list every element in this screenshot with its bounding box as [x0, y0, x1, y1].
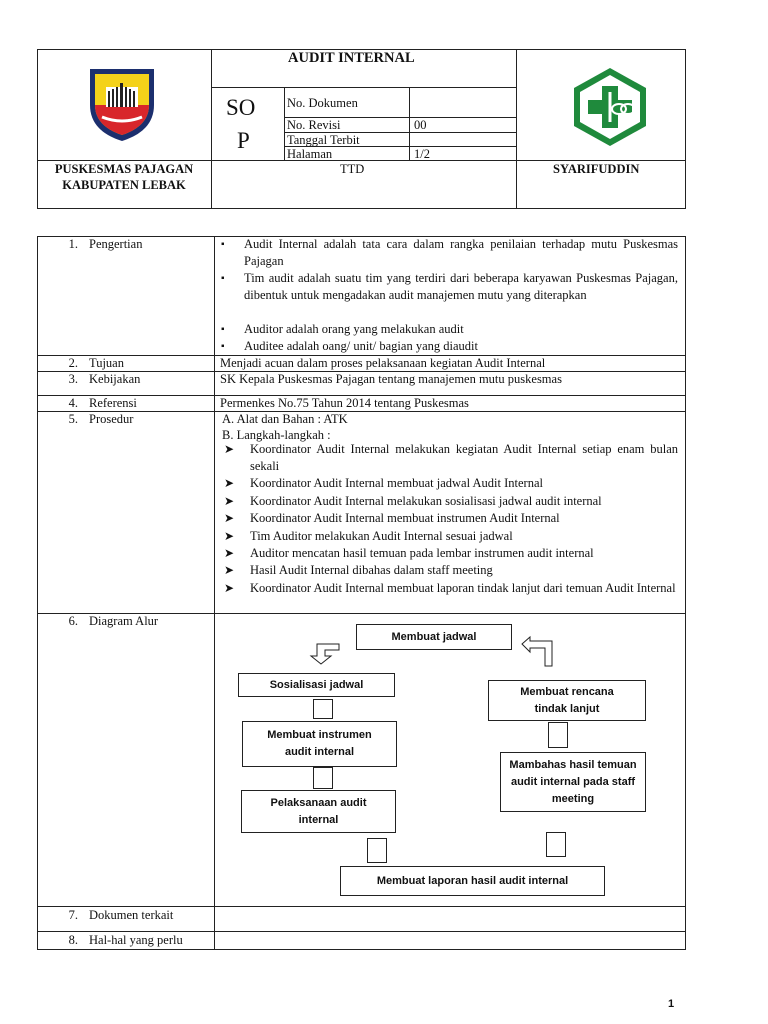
definition-item: Auditee adalah oang/ unit/ bagian yang diaudit [244, 339, 478, 353]
org-name: PUSKESMAS PAJAGAN [54, 162, 194, 176]
arrow-bullet-icon: ➤ [224, 511, 235, 525]
regency-crest-logo [86, 65, 158, 143]
puskesmas-logo [572, 66, 648, 148]
flow-box-pelaksanaan-audit: Pelaksanaan audit internal [241, 790, 396, 833]
arrow-bullet-icon: ➤ [224, 494, 235, 508]
definition-item: Tim audit adalah suatu tim yang terdiri dari beberapa karyawan Puskesmas Pajagan, dibentuk untuk mengadakan audit manajemen mutu yang diterapkan [244, 271, 678, 302]
procedure-step: Auditor mencatan hasil temuan pada lembar instrumen audit internal [250, 546, 594, 560]
arrow-bullet-icon: ➤ [224, 476, 235, 490]
section-label-hal: Hal-hal yang perlu [89, 933, 183, 947]
procedure-step: Hasil Audit Internal dibahas dalam staff meeting [250, 563, 493, 577]
arrow-bullet-icon: ➤ [224, 581, 235, 595]
flow-box-membuat-laporan: Membuat laporan hasil audit internal [340, 866, 605, 896]
flow-connector [313, 767, 333, 789]
ttd-label: TTD [340, 162, 365, 176]
tanggal-terbit-label: Tanggal Terbit [287, 133, 360, 147]
procedure-step: Koordinator Audit Internal membuat laporan tindak lanjut dari temuan Audit Internal [250, 581, 676, 595]
bullet-square-icon: ▪ [221, 341, 225, 352]
procedure-step: Tim Auditor melakukan Audit Internal sesuai jadwal [250, 529, 513, 543]
section-label-pengertian: Pengertian [89, 237, 143, 251]
flow-box-membuat-instrumen: Membuat instrumen audit internal [242, 721, 397, 767]
halaman-label: Halaman [287, 147, 333, 161]
section-number-dokumen: 7. [68, 908, 78, 922]
procedure-step: Koordinator Audit Internal melakukan sosialisasi jadwal audit internal [250, 494, 602, 508]
arrow-bullet-icon: ➤ [224, 442, 235, 456]
prosedur-steps-heading: B. Langkah-langkah : [222, 428, 331, 442]
sop-label-line1: SO [226, 95, 256, 120]
procedure-step: Koordinator Audit Internal membuat instrumen Audit Internal [250, 511, 560, 525]
section-text-kebijakan: SK Kepala Puskesmas Pajagan tentang manajemen mutu puskesmas [220, 372, 562, 386]
signer-name: SYARIFUDDIN [553, 162, 640, 176]
section-number-prosedur: 5. [68, 412, 78, 426]
flow-connector [367, 838, 387, 863]
bent-arrow-down-icon [303, 642, 343, 666]
definition-item: Auditor adalah orang yang melakukan audit [244, 322, 464, 336]
bullet-square-icon: ▪ [221, 273, 225, 284]
definition-item: Audit Internal adalah tata cara dalam rangka penilaian terhadap mutu Puskesmas Pajagan [244, 237, 678, 268]
section-label-diagram: Diagram Alur [89, 614, 159, 628]
flow-box-rencana-tindak-lanjut: Membuat rencana tindak lanjut [488, 680, 646, 721]
section-number-diagram: 6. [68, 614, 78, 628]
section-label-kebijakan: Kebijakan [89, 372, 141, 386]
bullet-square-icon: ▪ [221, 324, 225, 335]
section-number-hal: 8. [68, 933, 78, 947]
no-revisi-value: 00 [414, 118, 427, 132]
page-number: 1 [668, 998, 675, 1010]
flow-connector [546, 832, 566, 857]
sop-label-line2: P [237, 128, 250, 153]
prosedur-materials: A. Alat dan Bahan : ATK [222, 412, 348, 426]
no-dokumen-label: No. Dokumen [287, 96, 358, 110]
section-label-referensi: Referensi [89, 396, 137, 410]
section-number-pengertian: 1. [68, 237, 78, 251]
section-label-tujuan: Tujuan [89, 356, 124, 370]
org-region: KABUPATEN LEBAK [62, 178, 186, 192]
bent-arrow-up-icon [520, 636, 560, 668]
arrow-bullet-icon: ➤ [224, 563, 235, 577]
section-text-tujuan: Menjadi acuan dalam proses pelaksanaan kegiatan Audit Internal [220, 356, 546, 370]
document-title: AUDIT INTERNAL [288, 50, 415, 66]
flow-box-membuat-jadwal: Membuat jadwal [356, 624, 512, 650]
section-number-kebijakan: 3. [68, 372, 78, 386]
section-text-referensi: Permenkes No.75 Tahun 2014 tentang Puskesmas [220, 396, 469, 410]
halaman-value: 1/2 [414, 147, 430, 161]
arrow-bullet-icon: ➤ [224, 529, 235, 543]
procedure-step: Koordinator Audit Internal melakukan kegiatan Audit Internal setiap enam bulan sekali [250, 442, 678, 473]
section-number-tujuan: 2. [68, 356, 78, 370]
flow-box-sosialisasi-jadwal: Sosialisasi jadwal [238, 673, 395, 697]
procedure-step: Koordinator Audit Internal membuat jadwal Audit Internal [250, 476, 543, 490]
arrow-bullet-icon: ➤ [224, 546, 235, 560]
section-label-dokumen: Dokumen terkait [89, 908, 174, 922]
flow-connector [548, 722, 568, 748]
no-revisi-label: No. Revisi [287, 118, 341, 132]
section-number-referensi: 4. [68, 396, 78, 410]
section-label-prosedur: Prosedur [89, 412, 134, 426]
bullet-square-icon: ▪ [221, 239, 225, 250]
flow-connector [313, 699, 333, 719]
flow-box-membahas-hasil: Mambahas hasil temuan audit internal pada staff meeting [500, 752, 646, 812]
